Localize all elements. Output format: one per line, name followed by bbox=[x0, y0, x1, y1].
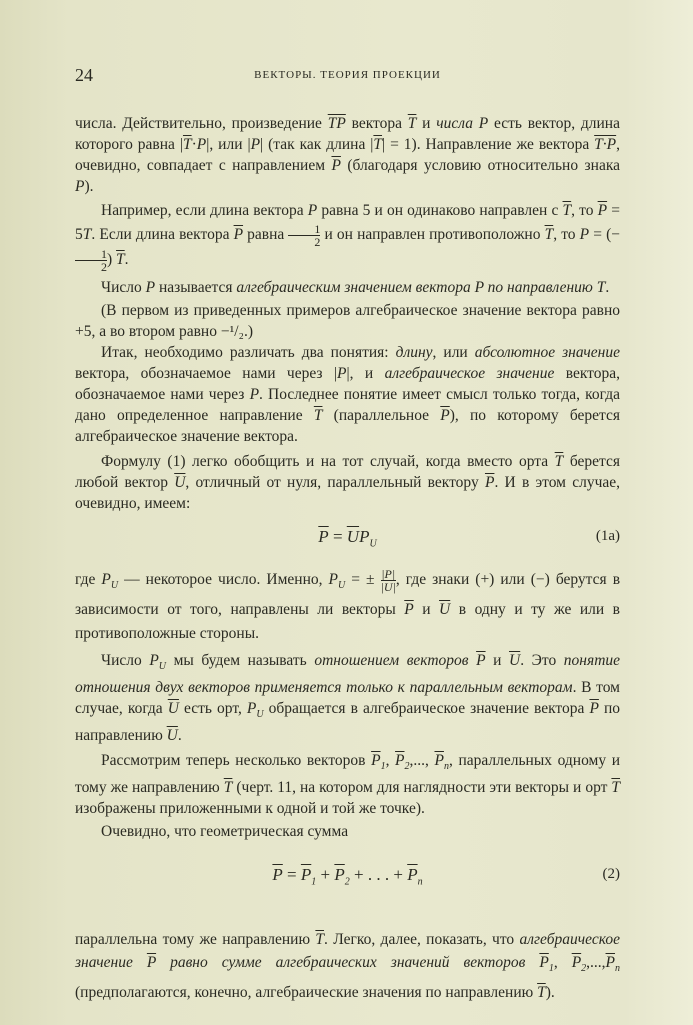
formula-expression: $\overline{P} = \overline{U}P_U$ bbox=[318, 527, 377, 550]
running-title: ВЕКТОРЫ. ТЕОРИЯ ПРОЕКЦИИ bbox=[254, 69, 441, 81]
fraction: $\frac{1}{2}$ bbox=[288, 223, 320, 248]
formula-1a bbox=[75, 514, 620, 564]
paragraph: Итак, необходимо различать два понятия: длину, или абсолютное значение вектора, обозначаемое нами через |P|, и алгебраическое значение вектора, обозначаемое нами через P. Последнее понятие имеет смысл только тогда, когда дано определенное направление $\overline{T}$ (параллельное $\overline{P}$), по которому берется алгебраическое значение вектора. bbox=[75, 344, 621, 445]
page-header bbox=[75, 65, 620, 87]
paragraph: Формулу (1) легко обобщить и на тот случай, когда вместо орта $\overline{T}$ берется любой вектор $\overline{U}$, отличный от нуля, параллельный вектору $\overline{P}$. И в этом случае, очевидно, имеем: bbox=[75, 453, 621, 512]
formula-label: (2) bbox=[602, 866, 620, 883]
paragraph: Например, если длина вектора P равна 5 и он одинаково направлен с $\overline{T}$, то $\overline{P} = 5T$. Если длина вектора $\overline{P}$ равна $\frac{1}{2}$ и он направлен противоположно $\overline{T}$, то P = (− $\frac{1}{2}$ ) $\overline{T}$. bbox=[75, 202, 620, 274]
formula-expression: $\overline{P} = \overline{P}_1 + \overline{P}_2$ + . . . + $\overline{P}_n$ bbox=[272, 865, 423, 888]
paragraph: где $P_U$ — некоторое число. Именно, $P_U$ = ± $\frac{|P|}{|U|}$ , где знаки (+) или (−) берутся в зависимости от того, направлены ли векторы $\overline{P}$ и $\overline{U}$ в одну и ту же или в противоположные стороны. bbox=[75, 567, 621, 643]
formula-label: (1a) bbox=[595, 528, 620, 544]
fraction: $\frac{|P|}{|U|}$ bbox=[380, 567, 396, 594]
paragraph: Число $P_U$ мы будем называть отношением векторов $\overline{P}$ и $\overline{U}$. Это понятие отношения двух векторов применяется только к параллельным векторам. В том случае, когда $\overline{U}$ есть орт, $P_U$ обращается в алгебраическое значение вектора $\overline{P}$ по направлению $\overline{U}$. bbox=[75, 652, 621, 745]
paragraph: Рассмотрим теперь несколько векторов $\overline{P}_1$, $\overline{P}_2$,..., $\overline{P}_n$, параллельных одному и тому же направлению $\overline{T}$ (черт. 11, на котором для наглядности эти векторы и орт $\overline{T}$ изображены приложенными к одной и той же точке). bbox=[75, 752, 621, 818]
paragraph: (В первом из приведенных примеров алгебраическое значение вектора равно +5, а во втором равно −¹/₂.) bbox=[75, 302, 620, 340]
page-body bbox=[75, 113, 620, 1004]
paragraph: Очевидно, что геометрическая сумма bbox=[101, 823, 349, 841]
page-number: 24 bbox=[75, 65, 93, 85]
fraction: $\frac{1}{2}$ bbox=[75, 248, 107, 273]
formula-2 bbox=[75, 842, 620, 912]
paragraph: числа. Действительно, произведение $\overline{TP}$ вектора $\overline{T}$ и числа P есть вектор, длина которого равна $|\overline{T}\cdot P|$, или |P| (так как длина $|\overline{T}| = 1$). Направление же вектора T·P, очевидно, совпадает с направлением $\overline{P}$ (благодаря условию относительно знака P). bbox=[75, 115, 621, 195]
paragraph: параллельна тому же направлению $\overline{T}$. Легко, далее, показать, что алгебраическое значение $\overline{P}$ равно сумме алгебраических значений векторов $\overline{P}_1$, $\overline{P}_2,...,\overline{P}_n$ (предполагаются, конечно, алгебраические значения по направлению $\overline{T}$). bbox=[75, 931, 621, 1001]
paragraph: Число P называется алгебраическим значением вектора P по направлению T. bbox=[101, 279, 610, 296]
